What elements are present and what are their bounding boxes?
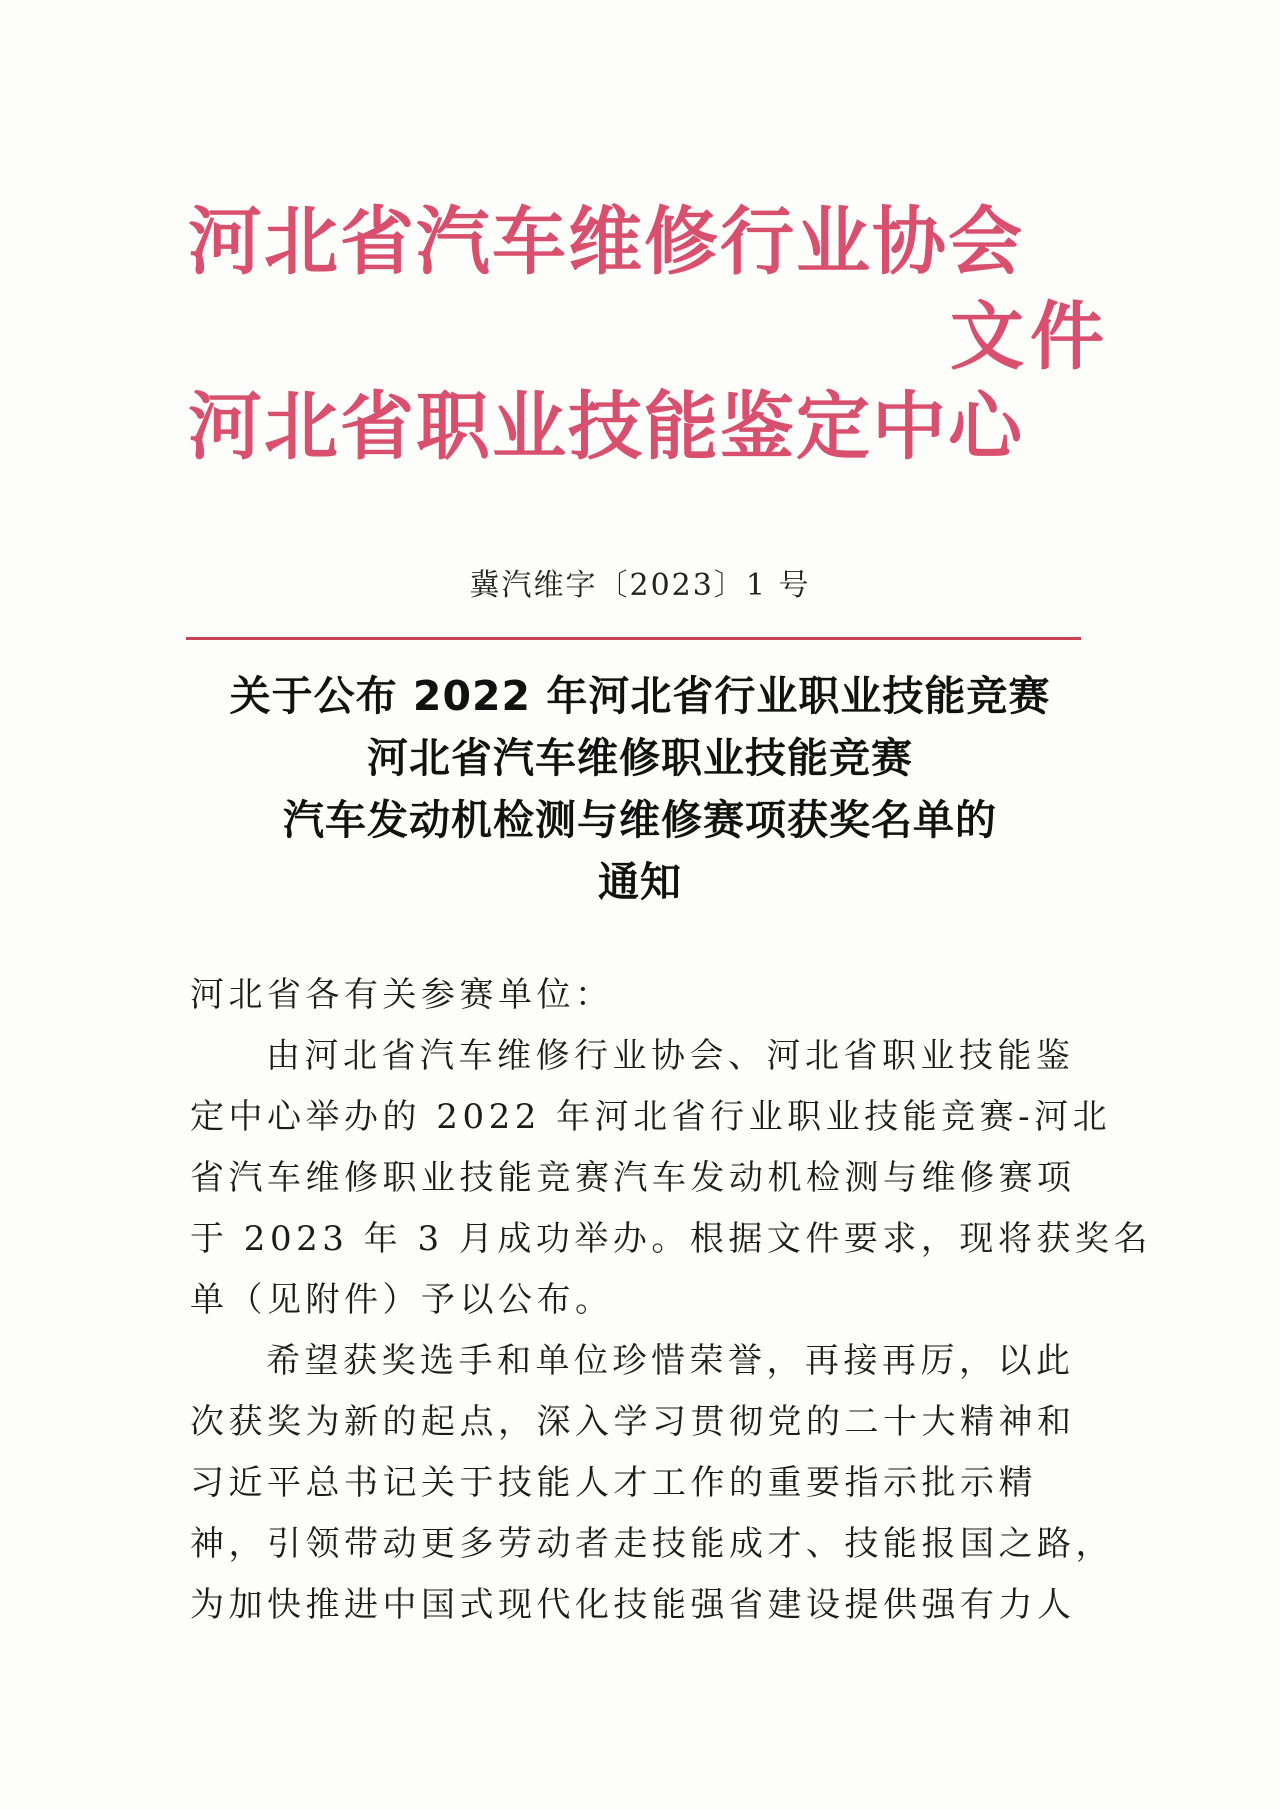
paragraph-line: 为加快推进中国式现代化技能强省建设提供强有力人 bbox=[190, 1585, 1076, 1625]
title-line: 关于公布 2022 年河北省行业职业技能竞赛 bbox=[229, 672, 1051, 720]
paragraph-line: 希望获奖选手和单位珍惜荣誉，再接再厉，以此 bbox=[266, 1341, 1075, 1381]
body-paragraph-2 bbox=[190, 1331, 1114, 1636]
issuing-org-1: 河北省汽车维修行业协会 bbox=[188, 199, 1024, 285]
title-line: 河北省汽车维修职业技能竞赛 bbox=[367, 734, 913, 782]
paragraph-line: 定中心举办的 2022 年河北省行业职业技能竞赛-河北 bbox=[190, 1097, 1112, 1137]
paragraph-line: 习近平总书记关于技能人才工作的重要指示批示精 bbox=[190, 1463, 1037, 1503]
paragraph-line: 单（见附件）予以公布。 bbox=[190, 1280, 614, 1320]
paragraph-line: 于 2023 年 3 月成功举办。根据文件要求，现将获奖名 bbox=[190, 1219, 1152, 1259]
salutation: 河北省各有关参赛单位： bbox=[190, 975, 614, 1015]
red-divider-line bbox=[186, 637, 1081, 640]
title-line: 汽车发动机检测与维修赛项获奖名单的 bbox=[283, 796, 997, 844]
document-title bbox=[150, 665, 1130, 913]
document-kind-label: 文件 bbox=[950, 294, 1110, 380]
issuing-org-2: 河北省职业技能鉴定中心 bbox=[188, 384, 1024, 470]
title-line: 通知 bbox=[598, 858, 682, 906]
paragraph-line: 由河北省汽车维修行业协会、河北省职业技能鉴 bbox=[266, 1036, 1075, 1076]
document-number: 冀汽维字〔2023〕1 号 bbox=[469, 568, 811, 603]
paragraph-line: 次获奖为新的起点，深入学习贯彻党的二十大精神和 bbox=[190, 1402, 1076, 1442]
body-paragraph-1 bbox=[190, 1026, 1152, 1331]
paragraph-line: 省汽车维修职业技能竞赛汽车发动机检测与维修赛项 bbox=[190, 1158, 1076, 1198]
paragraph-line: 神，引领带动更多劳动者走技能成才、技能报国之路， bbox=[190, 1524, 1114, 1564]
